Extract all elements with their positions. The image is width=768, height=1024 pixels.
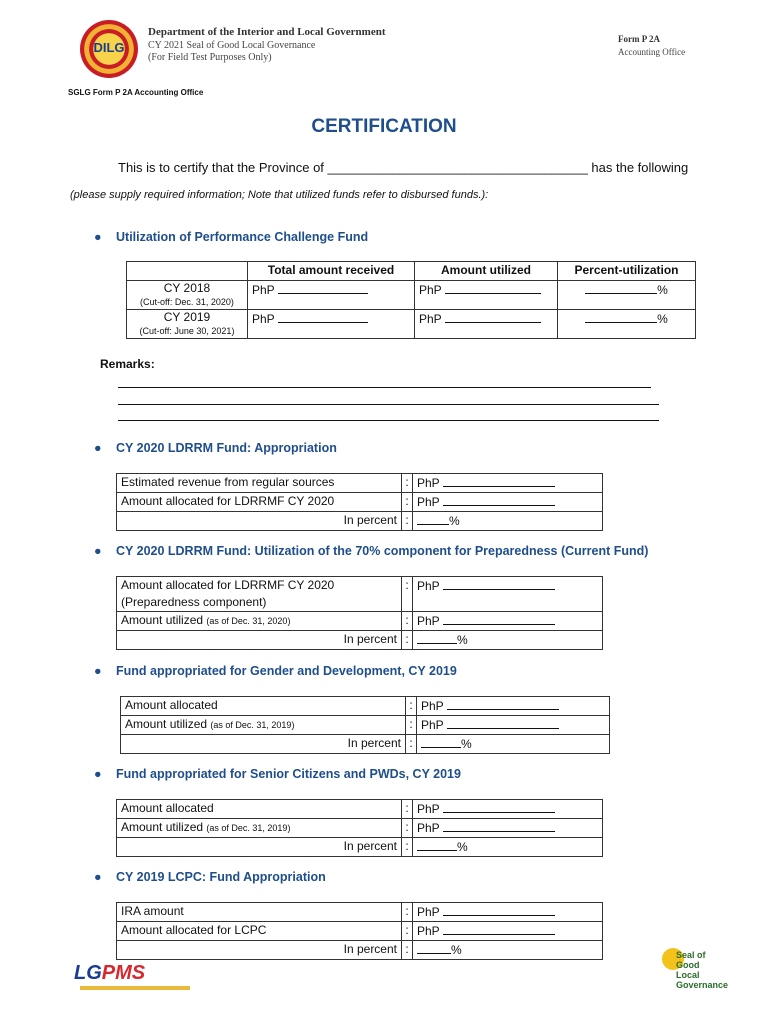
pcf-utilized-field[interactable]: PhP [415, 281, 558, 310]
colon: : [402, 612, 413, 631]
table-row [117, 493, 603, 512]
page-title: CERTIFICATION [311, 116, 457, 137]
percent-field[interactable]: % [417, 735, 610, 754]
bullet-icon: ● [94, 230, 102, 244]
pcf-year-cell: CY 2019 (Cut-off: June 30, 2021) [127, 310, 248, 339]
table-row [117, 577, 603, 612]
table-row [117, 922, 603, 941]
lcpc-table [116, 902, 603, 960]
table-row [117, 903, 603, 922]
row-label: Amount utilized (as of Dec. 31, 2019) [121, 716, 406, 735]
percent-field[interactable]: % [413, 838, 603, 857]
amount-field[interactable]: PhP [413, 474, 603, 493]
colon: : [402, 577, 413, 612]
pcf-received-field[interactable]: PhP [248, 281, 415, 310]
pcf-percent-field[interactable]: % [558, 281, 696, 310]
bullet-icon: ● [94, 767, 102, 781]
bullet-icon: ● [94, 441, 102, 455]
lgpms-logo-underline [80, 986, 190, 990]
form-office: Accounting Office [618, 47, 686, 57]
remarks-line[interactable] [118, 404, 659, 405]
colon: : [402, 838, 413, 857]
colon: : [402, 922, 413, 941]
percent-field[interactable]: % [413, 941, 603, 960]
amount-field[interactable]: PhP [413, 800, 603, 819]
bullet-icon: ● [94, 544, 102, 558]
pcf-received-field[interactable]: PhP [248, 310, 415, 339]
header-line-1: CY 2021 Seal of Good Local Governance [148, 40, 316, 51]
row-label: Amount utilized (as of Dec. 31, 2020) [117, 612, 402, 631]
instruction-note: (please supply required information; Note that utilized funds refer to disbursed funds.): [70, 189, 489, 201]
percent-label: In percent [121, 735, 406, 754]
ldrrm-approp-table [116, 473, 603, 531]
sglg-form-label: SGLG Form P 2A Accounting Office [68, 88, 204, 97]
pcf-percent-field[interactable]: % [558, 310, 696, 339]
table-row [127, 310, 696, 339]
row-label: Amount utilized (as of Dec. 31, 2019) [117, 819, 402, 838]
pcf-header-received: Total amount received [248, 262, 415, 281]
row-label: Amount allocated for LCPC [117, 922, 402, 941]
percent-field[interactable]: % [413, 631, 603, 650]
percent-field[interactable]: % [413, 512, 603, 531]
table-row [117, 941, 603, 960]
colon: : [402, 631, 413, 650]
row-label: Amount allocated [121, 697, 406, 716]
row-label: Amount allocated for LDRRMF CY 2020 [117, 493, 402, 512]
amount-field[interactable]: PhP [417, 716, 610, 735]
row-label: IRA amount [117, 903, 402, 922]
remarks-line[interactable] [118, 420, 659, 421]
form-code: Form P 2A [618, 34, 660, 44]
ldrrm-util-table [116, 576, 603, 650]
remarks-line[interactable] [118, 387, 651, 388]
table-row [127, 281, 696, 310]
department-name: Department of the Interior and Local Government [148, 26, 386, 38]
percent-label: In percent [117, 512, 402, 531]
colon: : [402, 941, 413, 960]
row-label: Amount allocated for LDRRMF CY 2020 (Preparedness component) [117, 577, 402, 612]
section-pcf-title: ● Utilization of Performance Challenge Fund [94, 230, 369, 244]
section-ldrrm-util-title: ● CY 2020 LDRRM Fund: Utilization of the 70% component for Preparedness (Current Fund) [94, 544, 649, 558]
table-row [117, 800, 603, 819]
remarks-label: Remarks: [100, 357, 155, 371]
colon: : [402, 819, 413, 838]
section-ldrrm-approp-title: ● CY 2020 LDRRM Fund: Appropriation [94, 441, 337, 455]
percent-label: In percent [117, 838, 402, 857]
row-label: Amount allocated [117, 800, 402, 819]
table-row [117, 819, 603, 838]
colon: : [402, 903, 413, 922]
amount-field[interactable]: PhP [413, 612, 603, 631]
amount-field[interactable]: PhP [413, 577, 603, 612]
colon: : [402, 512, 413, 531]
colon: : [402, 474, 413, 493]
amount-field[interactable]: PhP [413, 903, 603, 922]
pcf-table [126, 261, 696, 339]
pcf-header-blank [127, 262, 248, 281]
colon: : [402, 493, 413, 512]
pcf-header-percent: Percent-utilization [558, 262, 696, 281]
colon: : [402, 800, 413, 819]
table-row [117, 474, 603, 493]
amount-field[interactable]: PhP [417, 697, 610, 716]
section-senior-title: ● Fund appropriated for Senior Citizens and PWDs, CY 2019 [94, 767, 461, 781]
certify-statement: This is to certify that the Province of ____________________________________ has the following [118, 160, 689, 175]
row-label: Estimated revenue from regular sources [117, 474, 402, 493]
percent-label: In percent [117, 631, 402, 650]
pcf-header-utilized: Amount utilized [415, 262, 558, 281]
pcf-utilized-field[interactable]: PhP [415, 310, 558, 339]
senior-table [116, 799, 603, 857]
table-row [121, 697, 610, 716]
table-row [117, 838, 603, 857]
percent-label: In percent [117, 941, 402, 960]
amount-field[interactable]: PhP [413, 819, 603, 838]
gad-table [120, 696, 610, 754]
table-row [121, 716, 610, 735]
colon: : [406, 697, 417, 716]
section-lcpc-title: ● CY 2019 LCPC: Fund Appropriation [94, 870, 326, 884]
dilg-logo: DILG [80, 20, 138, 78]
seal-of-good-local-governance-logo: Seal of Good Local Governance [660, 946, 732, 998]
colon: : [406, 716, 417, 735]
colon: : [406, 735, 417, 754]
header-line-2: (For Field Test Purposes Only) [148, 52, 272, 63]
section-gad-title: ● Fund appropriated for Gender and Development, CY 2019 [94, 664, 457, 678]
table-row [117, 631, 603, 650]
table-row [117, 512, 603, 531]
bullet-icon: ● [94, 870, 102, 884]
table-row [117, 612, 603, 631]
amount-field[interactable]: PhP [413, 922, 603, 941]
pcf-year-cell: CY 2018 (Cut-off: Dec. 31, 2020) [127, 281, 248, 310]
bullet-icon: ● [94, 664, 102, 678]
lgpms-logo: LGPMS [74, 962, 146, 984]
table-row [121, 735, 610, 754]
amount-field[interactable]: PhP [413, 493, 603, 512]
